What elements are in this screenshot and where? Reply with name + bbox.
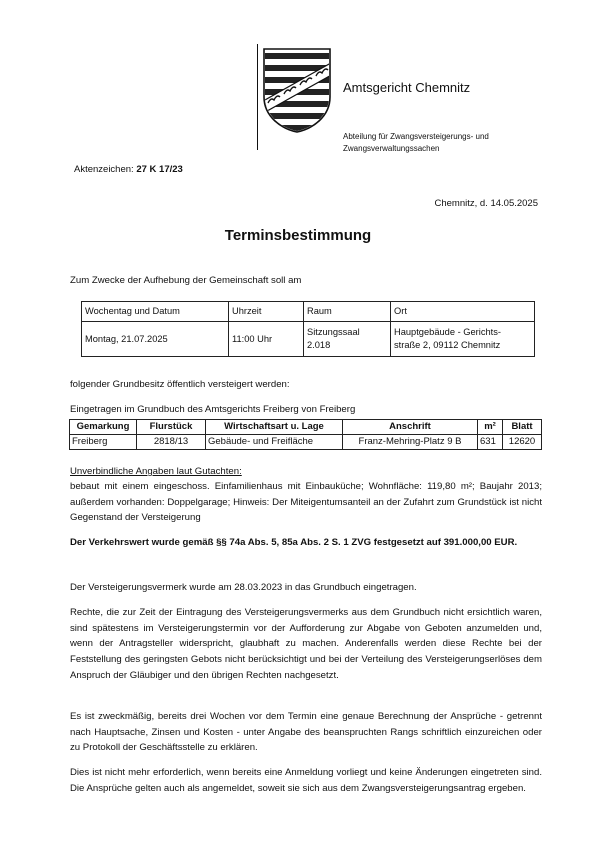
table-cell: 631	[478, 435, 503, 450]
table-header-cell: Wochentag und Datum	[82, 302, 229, 322]
after-table-text: folgender Grundbesitz öffentlich versteigert werden:	[70, 379, 290, 390]
file-reference-label: Aktenzeichen:	[74, 164, 134, 175]
expert-heading: Unverbindliche Angaben laut Gutachten:	[70, 466, 242, 477]
paragraph: Dies ist nicht mehr erforderlich, wenn bereits eine Anmeldung vorliegt und keine Änderungen eingetreten sind. Die Ansprüche gelten auch als angemeldet, soweit sie sich aus dem Zwangsversteigerungsantrag ergeben.	[70, 767, 542, 794]
department	[343, 131, 543, 155]
file-reference-value: 27 K 17/23	[136, 164, 183, 175]
saxony-coat-of-arms-icon	[262, 47, 332, 133]
table-header-cell: Flurstück	[137, 420, 206, 435]
table-header-cell: Wirtschaftsart u. Lage	[206, 420, 343, 435]
expert-text: bebaut mit einem eingeschoss. Einfamilienhaus mit Einbauküche; Wohnfläche: 119,80 m²; Baujahr 2013; außerdem vorhanden: Doppelgarage; Hinweis: Der Miteigentumsanteil an der Zufahrt zum Grundstück ist nicht Gegenstand der Versteigerung	[70, 481, 542, 524]
table-cell: Freiberg	[70, 435, 137, 450]
table-cell: 12620	[503, 435, 542, 450]
intro-text: Zum Zwecke der Aufhebung der Gemeinschaft soll am	[70, 275, 302, 286]
table-header-cell: m²	[478, 420, 503, 435]
table-row	[70, 420, 542, 435]
court-name: Amtsgericht Chemnitz	[343, 80, 471, 95]
table-cell: Montag, 21.07.2025	[82, 322, 229, 357]
document-title: Terminsbestimmung	[224, 227, 372, 244]
paragraph: Rechte, die zur Zeit der Eintragung des Versteigerungsvermerks aus dem Grundbuch nicht ersichtlich waren, sind spätestens im Versteigerungstermin vor der Aufforderung zur Abgabe von Geboten anzumelden und, wenn der Antragsteller widerspricht, glaubhaft zu machen. Anderenfalls werden diese Rechte bei der Feststellung des geringsten Gebots nicht berücksichtigt und bei der Verteilung des Versteigerungserlöses dem Anspruch der Gläubiger und den übrigen Rechten nachgesetzt.	[70, 607, 542, 681]
table-cell: Gebäude- und Freifläche	[206, 435, 343, 450]
table-header-cell: Gemarkung	[70, 420, 137, 435]
table-cell: 11:00 Uhr	[229, 322, 304, 357]
cell-line: Hauptgebäude - Gerichts-	[394, 327, 501, 337]
header-divider	[257, 44, 258, 150]
table-cell: 2818/13	[137, 435, 206, 450]
table-row	[70, 435, 542, 450]
table-header-cell: Raum	[304, 302, 391, 322]
place-date: Chemnitz, d. 14.05.2025	[434, 198, 538, 209]
table-header-cell: Anschrift	[343, 420, 478, 435]
cell-line: 2.018	[307, 340, 331, 350]
cell-line: Sitzungssaal	[307, 327, 360, 337]
department-line: Abteilung für Zwangsversteigerungs- und	[343, 132, 489, 141]
table-row	[82, 302, 535, 322]
table-header-cell: Ort	[391, 302, 535, 322]
land-register-caption: Eingetragen im Grundbuch des Amtsgerichts Freiberg von Freiberg	[70, 404, 356, 415]
table-cell	[304, 322, 391, 357]
schedule-table	[81, 301, 535, 357]
market-value: Der Verkehrswert wurde gemäß §§ 74a Abs. 5, 85a Abs. 2 S. 1 ZVG festgesetzt auf 391.000,00 EUR.	[70, 537, 518, 548]
table-cell: Franz-Mehring-Platz 9 B	[343, 435, 478, 450]
file-reference	[74, 164, 183, 175]
table-cell	[391, 322, 535, 357]
table-row	[82, 322, 535, 357]
paragraph: Der Versteigerungsvermerk wurde am 28.03.2023 in das Grundbuch eingetragen.	[70, 582, 417, 593]
land-register-table	[69, 419, 542, 450]
cell-line: straße 2, 09112 Chemnitz	[394, 340, 501, 350]
table-header-cell: Uhrzeit	[229, 302, 304, 322]
department-line: Zwangsverwaltungssachen	[343, 144, 440, 153]
paragraph: Es ist zweckmäßig, bereits drei Wochen vor dem Termin eine genaue Berechnung der Ansprüche - getrennt nach Hauptsache, Zinsen und Kosten - unter Angabe des beanspruchten Rangs schriftlich einzureichen oder zu Protokoll der Geschäftsstelle zu erklären.	[70, 711, 542, 754]
table-header-cell: Blatt	[503, 420, 542, 435]
